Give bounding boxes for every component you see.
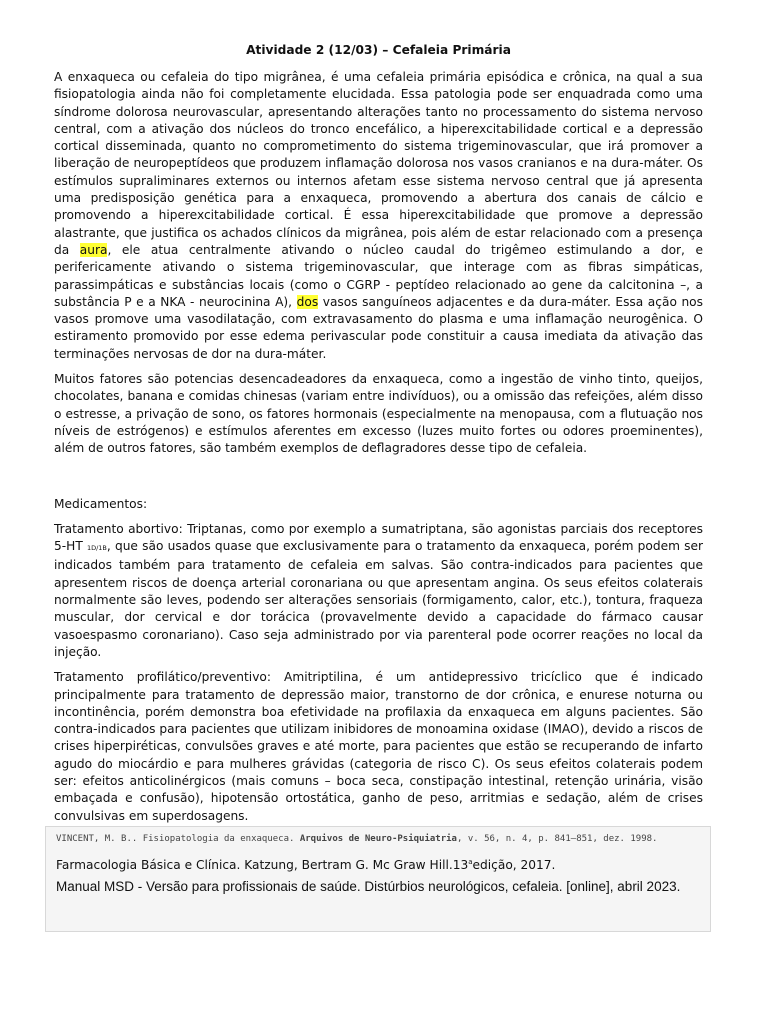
reference-text: edição, 2017. (472, 858, 556, 873)
paragraph-tratamento-profilatico: Tratamento profilático/preventivo: Amitriptilina, é um antidepressivo tricíclico que é indicado principalmente para tratamento de depressão maior, transtorno de dor crônica, e enurese noturna ou incontinência, porém demonstra boa efetividade na profilaxia da enxaqueca em alguns pacientes. São contra-indicados para pacientes que utilizam inibidores de monoamina oxidase (IMAO), devido a riscos de crises hiperpiréticas, convulsões graves e até morte, para pacientes que estão se recuperando de infarto agudo do miocárdio e para mulheres grávidas (categoria de risco C). Os seus efeitos colaterais podem ser: efeitos anticolinérgicos (mais comuns – boca seca, constipação intestinal, retenção urinária, visão embaçada e confusão), hipotensão ortostática, ganho de peso, arritmias e sedação, além de crises convulsivas em superdosagens. (54, 670, 703, 823)
document-title: Atividade 2 (12/03) – Cefaleia Primária (246, 43, 511, 57)
section-heading-medicamentos: Medicamentos: (54, 496, 148, 511)
paragraph-text: , ele atua centralmente ativando o núcleo caudal do trigêmeo estimulando a dor, e perifericamente ativando o sistema trigeminovascular, que interage com as fibras simpáticas, parassimpáticas e substâncias locais (como o CGRP - peptídeo relacionado ao gene da calcitonina –, a substância P e a NKA - neurocinina A), (54, 242, 703, 309)
paragraph-fatores: Muitos fatores são potencias desencadeadores da enxaqueca, como a ingestão de vinho tinto, queijos, chocolates, banana e comidas chinesas (variam entre indivíduos), ou a omissão das refeições, além disso o estresse, a privação de sono, os fatores hormonais (especialmente na menopausa, com a flutuação nos níveis de estrógenos) e estímulos aferentes em excesso (luzes muito fortes ou odores proeminentes), além de outros fatores, são também exemplos de deflagradores desse tipo de cefaleia. (54, 372, 703, 456)
reference-katzung (56, 854, 700, 873)
document-page (54, 41, 703, 833)
paragraph-text: Tratamento abortivo: Triptanas, como por exemplo a sumatriptana, são agonistas parciais dos receptores 5-HT (54, 521, 703, 554)
paragraph-fisiopatologia (54, 69, 703, 363)
paragraph-tratamento-abortivo (54, 521, 703, 661)
subscript-receptor: 1D/1B (86, 544, 107, 553)
reference-journal: Arquivos de Neuro-Psiquiatria (299, 834, 457, 844)
paragraph-text: A enxaqueca ou cefaleia do tipo migrânea, é uma cefaleia primária episódica e crônica, na qual a sua fisiopatologia ainda não foi completamente elucidada. Essa patologia pode ser enquadrada como uma síndrome dolorosa neurovascular, apresentando alterações tanto no processamento do sistema nervoso central, com a ativação dos núcleos do tronco encefálico, a hiperexcitabilidade cortical e a depressão cortical disseminada, quanto no comprometimento do sistema trigeminovascular, que irá promover a liberação de neuropeptídeos que produzem inflamação dolorosa nos vasos cranianos e na dura-máter. Os estímulos supraliminares externos ou internos afetam esse sistema nervoso central que já apresenta uma predisposição genética para a enxaqueca, promovendo a abertura dos canais de cálcio e promovendo a hiperexcitabilidade cortical. É essa hiperexcitabilidade que promove a depressão alastrante, que justifica os achados clínicos da migrânea, pois além de estar relacionado com a presença da (54, 70, 703, 257)
paragraph-text: vasos sanguíneos adjacentes e da dura-máter. Essa ação nos vasos promove uma vasodilatação, com extravasamento do plasma e uma inflamação neurogênica. O estiramento promovido por esse edema perivascular pode constituir a causa imediata da ativação das terminações nervosas de dor na dura-máter. (54, 294, 703, 361)
references-box (45, 826, 711, 932)
paragraph-text: , que são usados quase que exclusivamente para o tratamento da enxaqueca, porém podem ser indicados também para tratamento de cefaleia em salvas. São contra-indicados para pacientes que apresentem riscos de doença arterial coronariana ou que apresentam angina. Os seus efeitos colaterais normalmente são leves, podendo ser alterações sensoriais (formigamento, calor, etc.), tontura, fraqueza muscular, dor cervical e dor torácica (provavelmente devido a capacidade do fármaco causar vasoespasmo coronariano). Caso seja administrado por via parenteral pode ocorrer reações no local da injeção. (54, 539, 704, 659)
reference-msd: Manual MSD - Versão para profissionais de saúde. Distúrbios neurológicos, cefaleia. [online], abril 2023. (56, 879, 681, 895)
reference-superscript: a (468, 858, 473, 866)
highlighted-word-dos: dos (296, 294, 319, 309)
reference-text: Farmacologia Básica e Clínica. Katzung, Bertram G. Mc Graw Hill.13 (56, 858, 469, 873)
reference-text: VINCENT, M. B.. Fisiopatologia da enxaqueca. (56, 834, 300, 844)
reference-text: , v. 56, n. 4, p. 841–851, dez. 1998. (456, 834, 658, 844)
highlighted-word-aura: aura (79, 242, 108, 257)
reference-vincent (56, 833, 700, 846)
